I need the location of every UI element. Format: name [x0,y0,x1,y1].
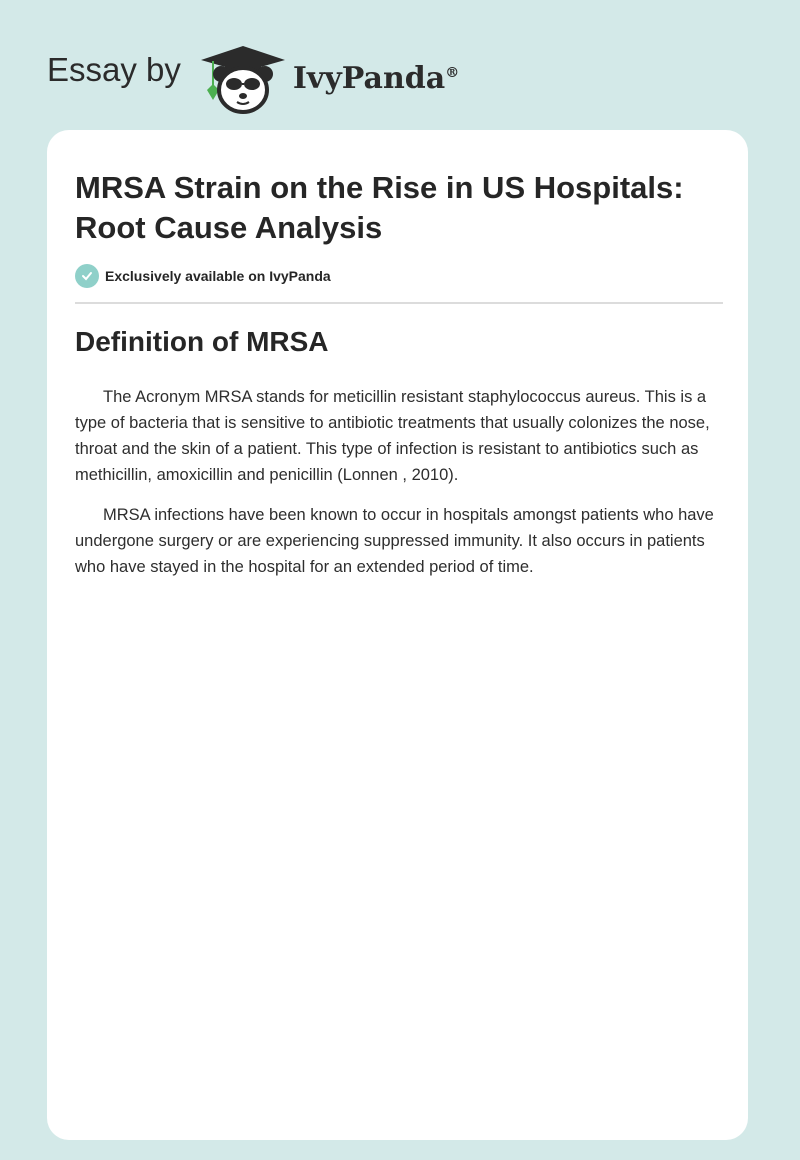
site-header [47,44,459,114]
ivypanda-brand[interactable] [293,61,459,96]
essay-body [75,384,725,594]
paragraph: MRSA infections have been known to occur in hospitals amongst patients who have undergone surgery or are experiencing suppressed immunity. It also occurs in patients who have stayed in the hospital for an extended period of time. [75,506,714,576]
badge-text: Exclusively available on IvyPanda [105,268,331,284]
divider [75,302,723,304]
exclusive-badge [75,264,331,288]
essay-card [47,130,748,1140]
ivypanda-logo-icon[interactable] [199,44,287,114]
registered-mark: ® [445,64,460,81]
essay-title: MRSA Strain on the Rise in US Hospitals: Root Cause Analysis [75,170,684,245]
check-circle-icon [75,264,99,288]
brand-name: IvyPanda [292,60,446,96]
paragraph: The Acronym MRSA stands for meticillin resistant staphylococcus aureus. This is a type of bacteria that is sensitive to antibiotic treatments that usually colonizes the nose, throat and the skin of a patient. This type of infection is resistant to antibiotics such as methicillin, amoxicillin and penicillin (Lonnen , 2010). [75,388,710,484]
essay-by-label: Essay by [47,51,181,88]
section-heading: Definition of MRSA [75,326,329,357]
